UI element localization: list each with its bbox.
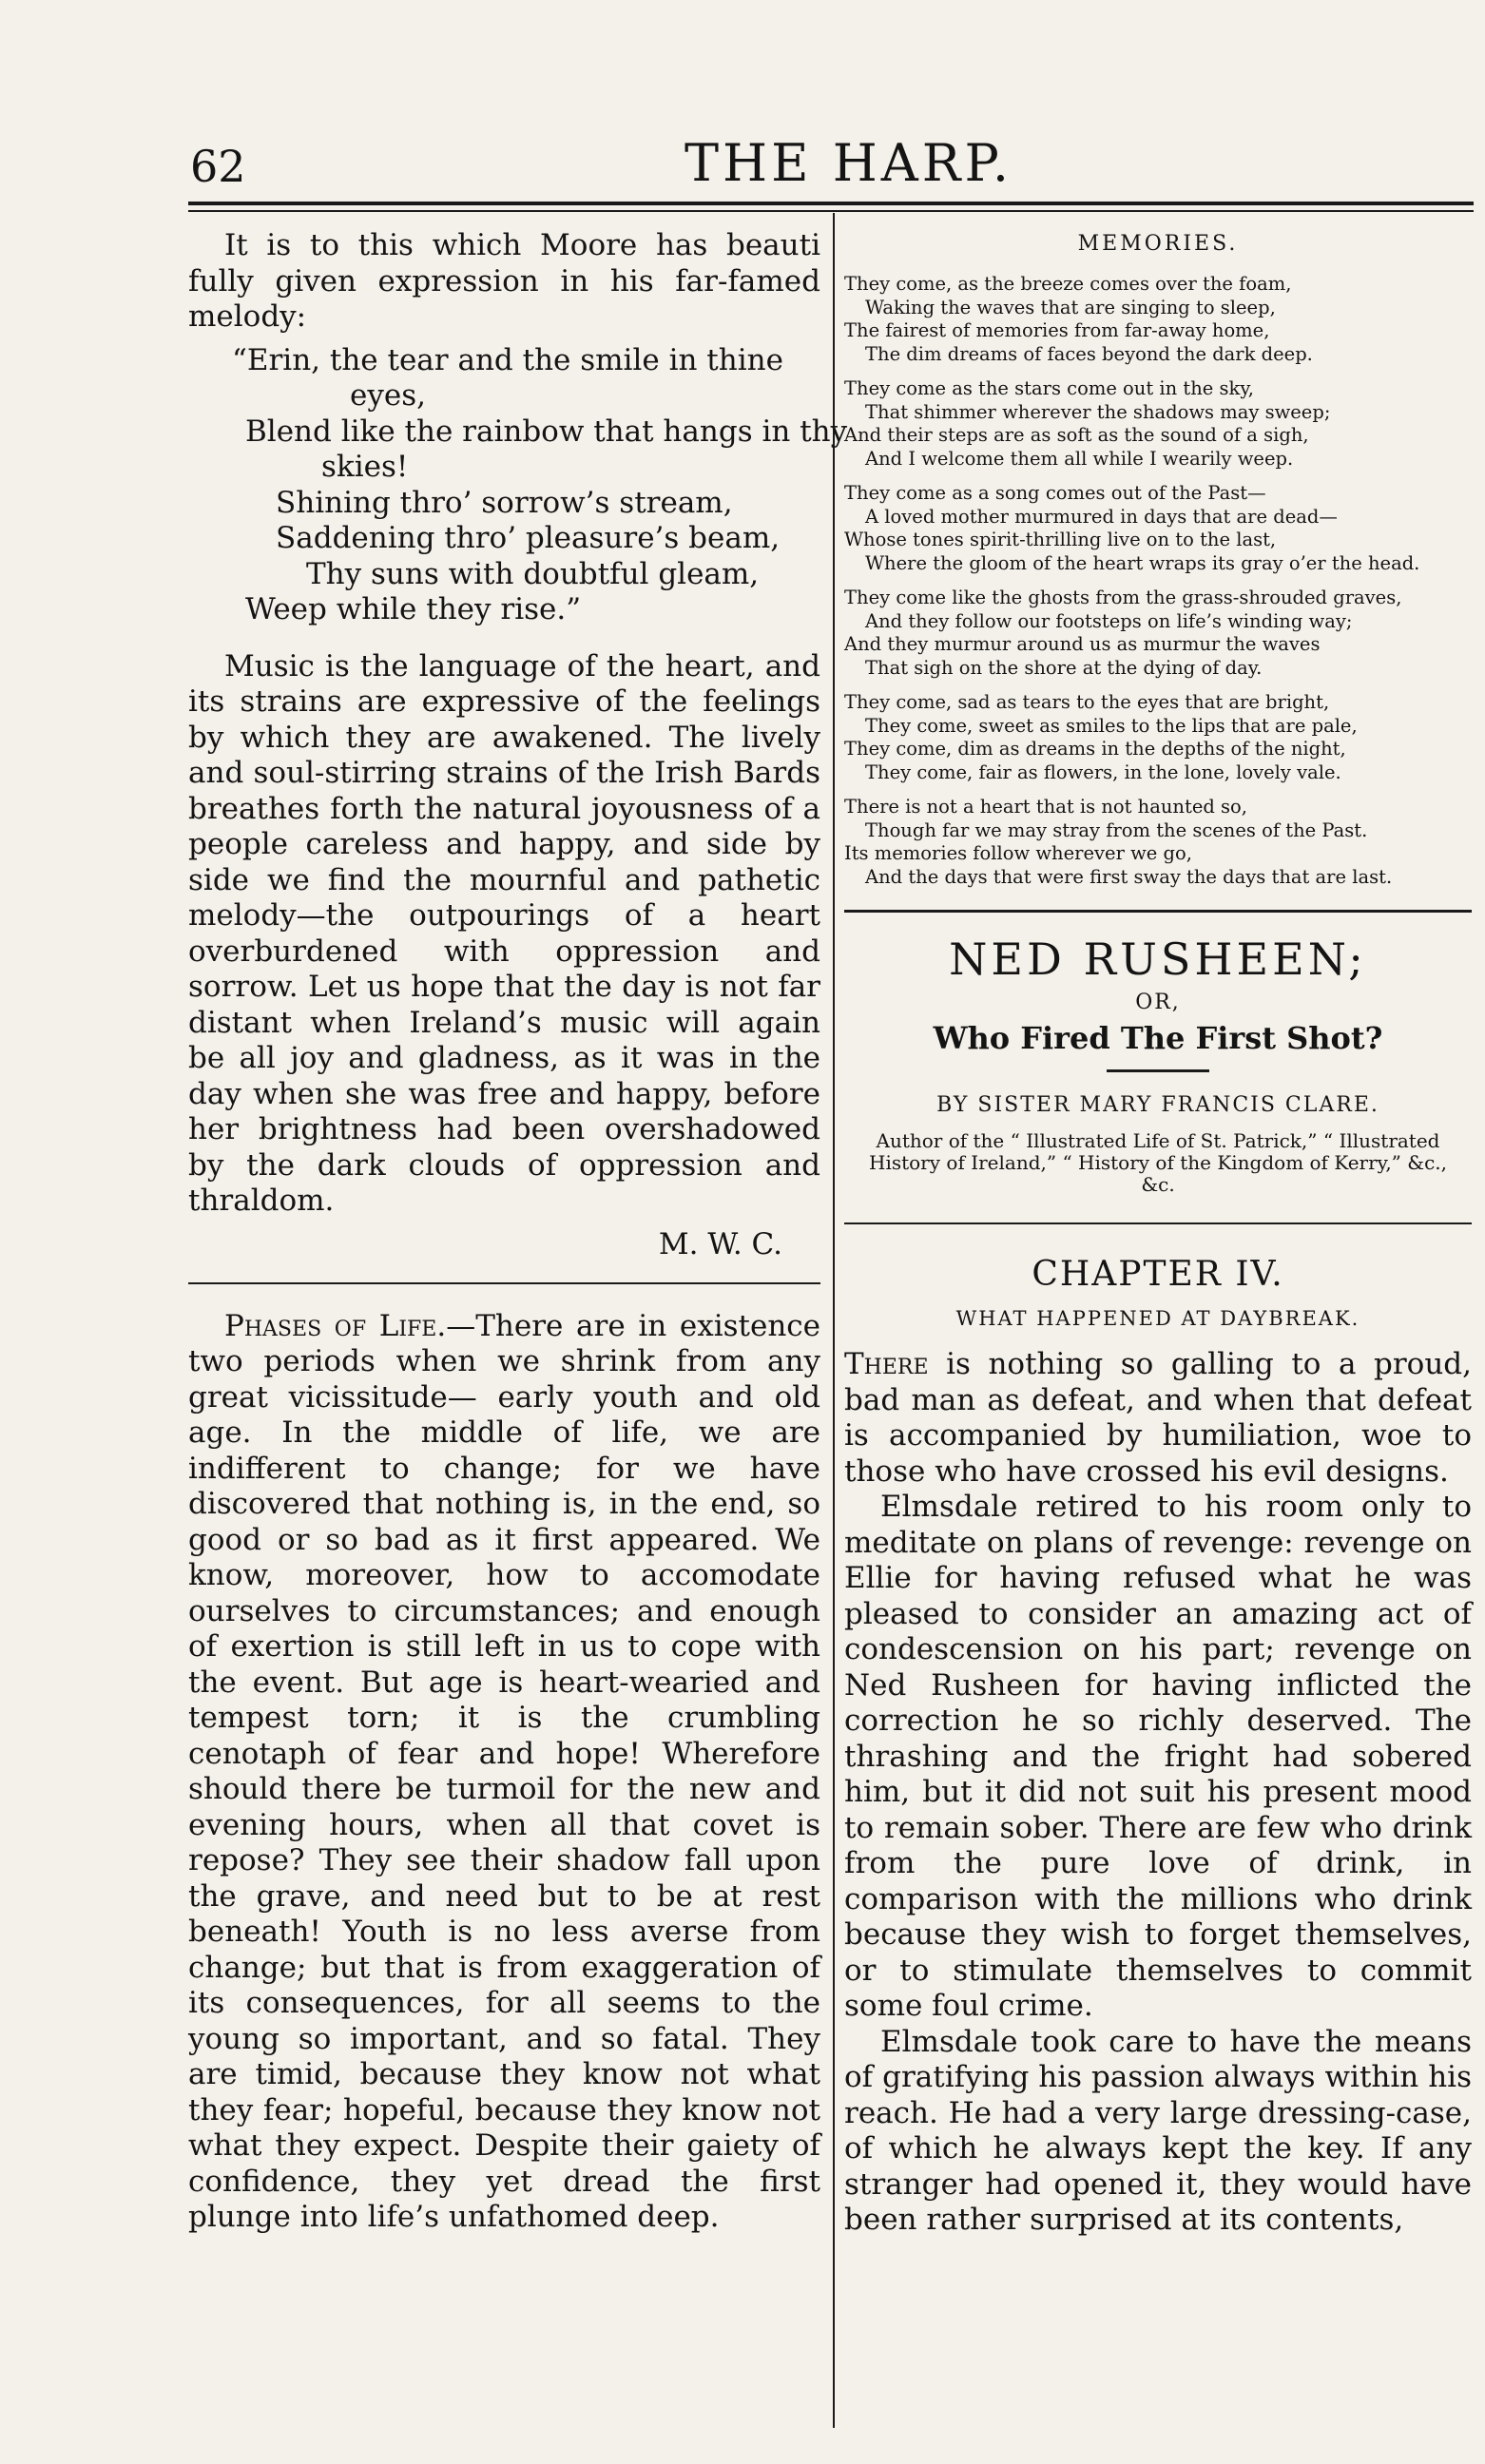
story-paragraph-3: Elmsdale took care to have the means of gratifying his passion always within his reach. He had a very large dressing-case, of which he always kept the key. If any stranger had opened it, they would have been rather surprised at its contents, [844, 2024, 1472, 2237]
lead-word: There [844, 1347, 929, 1381]
poem-line: They come like the ghosts from the grass-shrouded graves, [844, 587, 1402, 608]
chapter-subtitle: WHAT HAPPENED AT DAYBREAK. [955, 1307, 1360, 1330]
poem-line: They come as a song comes out of the Past— [844, 482, 1266, 504]
story-subtitle: Who Fired The First Shot? [933, 1020, 1383, 1056]
header-rule-top [188, 202, 1474, 205]
poem-line: Though far we may stray from the scenes of the Past. [865, 818, 1368, 841]
poem-line: They come, sweet as smiles to the lips that are pale, [865, 714, 1358, 737]
paragraph-text: is nothing so galling to a proud, bad man as defeat, and when that defeat is accompanied by humiliation, woe to those who have crossed his evil designs. [844, 1347, 1472, 1489]
byline: BY SISTER MARY FRANCIS CLARE. [936, 1093, 1379, 1117]
phases-paragraph [188, 1309, 820, 2236]
poem-line: The dim dreams of faces beyond the dark deep. [865, 342, 1313, 365]
stanza [844, 482, 1472, 575]
section-rule [188, 1282, 820, 1284]
phases-title: Phases of Life. [224, 1308, 447, 1343]
column-divider [833, 213, 835, 2428]
poem-line: And I welcome them all while I wearily weep. [865, 447, 1294, 470]
poem-line: They come, fair as flowers, in the lone, lovely vale. [865, 760, 1341, 783]
author-note: Author of the “ Illustrated Life of St. Patrick,” “ Illustrated History of Ireland,” “ History of the Kingdom of Kerry,” &c., &c. [869, 1129, 1447, 1196]
poem-line: They come, sad as tears to the eyes that are bright, [844, 691, 1330, 713]
memories-title: MEMORIES. [1077, 232, 1239, 256]
story-paragraph-2: Elmsdale retired to his room only to meditate on plans of revenge: revenge on Ellie for having refused what he was pleased to consider an amazing act of condescension on his part; revenge on Ned Rusheen for having inflicted the correction he so richly deserved. The thrashing and the fright had sobered him, but it did not suit his present mood to remain sober. There are few who drink from the pure love of drink, in comparison with the millions who drink because they wish to forget themselves, or to stimulate themselves to commit some foul crime. [844, 1490, 1472, 2023]
poem-line: A loved mother murmured in days that are dead— [865, 505, 1338, 528]
poem-line: That sigh on the shore at the dying of day. [865, 656, 1263, 679]
journal-title: THE HARP. [685, 133, 1012, 193]
header-rule-bottom [188, 210, 1474, 212]
poem-line: And they murmur around us as murmur the waves [844, 633, 1321, 655]
page-number: 62 [190, 141, 246, 192]
story-title: NED RUSHEEN; [949, 934, 1367, 985]
section-rule [844, 1222, 1472, 1224]
poem-line: There is not a heart that is not haunted so, [844, 796, 1247, 818]
verse-line: Thy suns with doubtful gleam, [306, 556, 760, 591]
moore-verse [188, 342, 848, 628]
memories-poem [844, 273, 1472, 889]
chapter-heading: CHAPTER IV. [1032, 1255, 1284, 1294]
poem-line: Where the gloom of the heart wraps its gray o’er the head. [865, 551, 1420, 574]
verse-line: Saddening thro’ pleasure’s beam, [276, 521, 781, 555]
left-column [188, 228, 848, 2236]
verse-line: Shining thro’ sorrow’s stream, [276, 485, 733, 520]
poem-line: And the days that were first sway the days that are last. [865, 865, 1393, 888]
poem-line: They come, dim as dreams in the depths of the night, [844, 738, 1346, 760]
title-rule [1107, 1069, 1209, 1072]
stanza [844, 587, 1472, 680]
poem-line: Whose tones spirit-thrilling live on to the last, [844, 529, 1277, 550]
verse-line: “Erin, the tear and the smile in thine [232, 342, 783, 377]
poem-line: And their steps are as soft as the sound of a sigh, [844, 424, 1309, 446]
stanza [844, 796, 1472, 889]
verse-line: Blend like the rainbow that hangs in thy [245, 414, 848, 449]
right-column [844, 228, 1472, 2239]
moore-intro: It is to this which Moore has beauti fully given expression in his far-famed melody: [188, 228, 820, 334]
stanza [844, 377, 1472, 471]
page-header [190, 133, 1464, 200]
poem-line: That shimmer wherever the shadows may sweep; [865, 400, 1331, 423]
verse-line: Weep while they rise.” [245, 592, 582, 626]
stanza [844, 273, 1472, 366]
verse-line: eyes, [350, 378, 426, 413]
poem-line: Its memories follow wherever we go, [844, 842, 1192, 864]
story-or: OR, [1135, 991, 1181, 1014]
story-paragraph-1 [844, 1347, 1472, 1490]
music-paragraph: Music is the language of the heart, and its strains are expressive of the feelings by which they are awakened. The lively and soul-stirring strains of the Irish Bards breathes forth the natural joyousness of a people careless and happy, and side by side we find the mournful and pathetic melody—the outpourings of a heart overburdened with oppression and sorrow. Let us hope that the day is not far distant when Ireland’s music will again be all joy and gladness, as it was in the day when she was free and happy, before her brightness had been overshadowed by the dark clouds of oppression and thraldom. [188, 648, 820, 1218]
poem-line: And they follow our footsteps on life’s winding way; [865, 609, 1353, 632]
verse-line: skies! [321, 450, 409, 484]
poem-line: Waking the waves that are singing to sleep, [865, 296, 1276, 318]
poem-line: They come, as the breeze comes over the foam, [844, 273, 1292, 295]
stanza [844, 691, 1472, 784]
signature: M. W. C. [658, 1226, 782, 1261]
phases-body: —There are in existence two periods when we shrink from any great vicissitude— early youth and old age. In the middle of life, we are indifferent to change; for we have discovered that nothing is, in the end, so good or so bad as it first appeared. We know, moreover, how to accomodate ourselves to circumstances; and enough of exertion is still left in us to cope with the event. But age is heart-wearied and tempest torn; it is the crumbling cenotaph of fear and hope! Wherefore should there be turmoil for the new and evening hours, when all that covet is repose? They see their shadow fall upon the grave, and need but to be at rest beneath! Youth is no less averse from change; but that is from exaggeration of its consequences, for all seems to the young so important, and so fatal. They are timid, because they know not what they fear; hopeful, because they know not what they expect. Despite their gaiety of confidence, they yet dread the first plunge into life’s unfathomed deep. [188, 1308, 820, 2234]
poem-line: The fairest of memories from far-away home, [844, 319, 1270, 341]
poem-line: They come as the stars come out in the sky, [844, 377, 1254, 399]
section-rule [844, 910, 1472, 913]
